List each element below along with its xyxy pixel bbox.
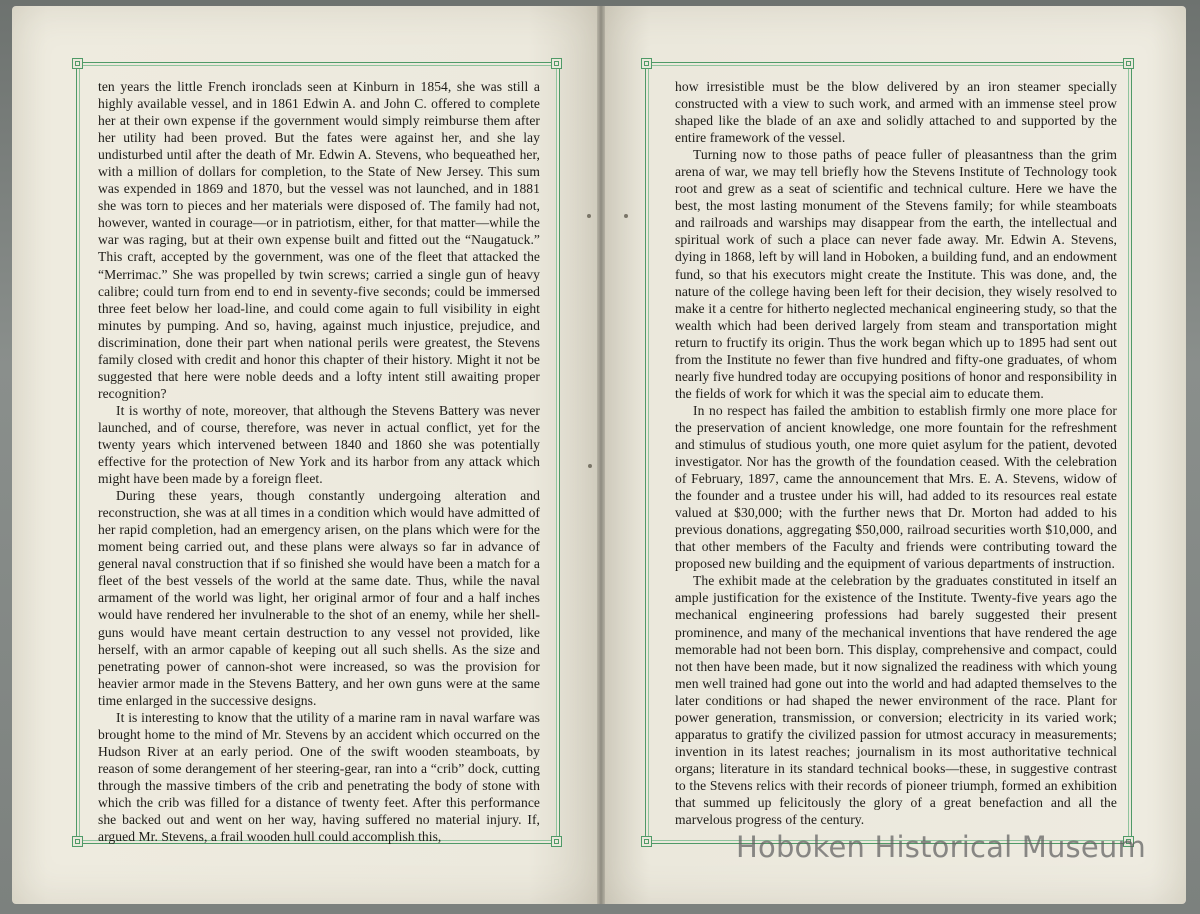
right-page-text <box>675 78 1117 828</box>
binding-hole <box>588 464 592 468</box>
paragraph: The exhibit made at the celebration by the graduates constituted in itself an ample justification for the existence of the Institute. Twenty-five years ago the mechanical engineering professions had barely suggested their present prominence, and many of the mechanical inventions that have rendered the age memorable had not been born. This display, comprehensive and compact, could not then have been made, but it now signalized the readiness with which young men well trained had gone out into the world and had adapted themselves to the later conditions or had shaped the newer environment of the race. Plant for power generation, transmission, or conversion; electricity in its varied work; apparatus to gratify the civilized passion for utmost accuracy in measurements; invention in its latest reaches; journalism in its most authoritative technical organs; literature in its standard technical books—these, in suggestive contrast to the Stevens relics with their records of pioneer triumph, formed an exhibition that summed up felicitously the glory of a great benefaction and all the marvelous progress of the century. <box>675 573 1117 828</box>
paragraph: ten years the little French ironclads seen at Kinburn in 1854, she was still a highly available vessel, and in 1861 Edwin A. and John C. offered to complete her at their own expense if the government would simply reimburse them after her utility had been proved. But the fates were against her, and she lay undisturbed until after the death of Mr. Edwin A. Stevens, who bequeathed her, with a million of dollars for completion, to the State of New Jersey. This sum was expended in 1869 and 1870, but the vessel was not launched, and in 1881 she was torn to pieces and her materials were disposed of. The family had not, however, wanted in courage—or in patriotism, either, for that matter—while the war was raging, but at their own expense built and fitted out the “Naugatuck.” This craft, accepted by the government, was one of the fleet that attacked the “Merrimac.” She was propelled by twin screws; carried a single gun of heavy calibre; could turn from end to end in seventy-five seconds; could be immersed three feet below her load-line, and could come again to full visibility in eight minutes by pumping. And so, having, against much injustice, prejudice, and discrimination, done their part when national perils were greatest, the Stevens family closed with credit and honor this chapter of their history. Might it not be suggested that here were noble deeds and a lofty intent still awaiting proper recognition? <box>98 79 540 401</box>
paragraph: During these years, though constantly undergoing alteration and reconstruction, she was at all times in a condition which would have admitted of her rapid completion, had an emergency arisen, on the plans which were for the moment being carried out, and these plans were always so far in advance of general naval construction that if so finished she would have been a match for a fleet of the best vessels of the world at the same date. Thus, while the naval armament of the world was light, her original armor of four and a half inches would have rendered her invulnerable to the shot of an enemy, while her shell-guns would have meant certain destruction to any vessel not provided, like herself, with an armor capable of keeping out all such shells. As the size and penetrating power of cannon-shot were increased, so was the provision for heavier armor made in the Stevens Battery, and her own guns were at the same time enlarged in the successive designs. <box>98 488 540 708</box>
border-corner-ornament <box>72 58 83 69</box>
binding-hole <box>587 214 591 218</box>
paragraph: how irresistible must be the blow delivered by an iron steamer specially constructed with a view to such work, and armed with an immense steel prow shaped like the blade of an axe and solidly attached to and supported by the entire framework of the vessel. <box>675 79 1117 146</box>
paragraph: It is worthy of note, moreover, that although the Stevens Battery was never launched, and of course, therefore, was never in actual conflict, yet for the twenty years which intervened between 1840 and 1860 she was potentially effective for the protection of New York and its harbor from any attack which might have been made by a foreign fleet. <box>98 402 540 487</box>
border-corner-ornament <box>641 836 652 847</box>
border-corner-ornament <box>551 836 562 847</box>
paragraph: Turning now to those paths of peace fuller of pleasantness than the grim arena of war, we may tell briefly how the Stevens Institute of Technology took root and grew as a seat of scientific and technical culture. Here we have the best, the most lasting monument of the Stevens family; for while steamboats and railroads and warships may disappear from the earth, the intellectual and spiritual work of such a place can never fade away. Mr. Edwin A. Stevens, dying in 1868, left by will land in Hoboken, a building fund, and an endowment fund, so that his executors might create the Institute. This was done, and, the nature of the college having been left for their decision, they wisely resolved to make it a centre for hitherto neglected mechanical engineering study, so that the wealth which had been derived largely from steam and transportation might return to fructify its origin. Thus the work began which up to 1895 had sent out from the Institute no fewer than five hundred and fifty-one graduates, of whom nearly five hundred today are occupying positions of honor and responsibility in the fields of work for which it was the special aim to educate them. <box>675 147 1117 401</box>
paragraph: In no respect has failed the ambition to establish firmly one more place for the preservation of ancient knowledge, one more fountain for the refreshment and stimulus of studious youth, one more quiet asylum for the patient, devoted investigator. Nor has the growth of the foundation ceased. With the celebration of February, 1897, came the announcement that Mrs. E. A. Stevens, widow of the founder and a trustee under his will, had added to its resources real estate valued at $30,000; with the further news that Dr. Morton had added to his previous donations, aggregating $50,000, railroad securities worth $10,000, and that other members of the Faculty and friends were contributing toward the proposed new building and the equipment of various departments of instruction. <box>675 402 1117 572</box>
border-corner-ornament <box>551 58 562 69</box>
paragraph: It is interesting to know that the utility of a marine ram in naval warfare was brought home to the mind of Mr. Stevens by an accident which occurred on the Hudson River at an early period. One of the swift wooden steamboats, by reason of some derangement of her steering-gear, ran into a “crib” dock, cutting through the massive timbers of the crib and penetrating the body of stone with which the crib was filled for a distance of twenty feet. After this performance she backed out and went on her way, having suffered no material injury. If, argued Mr. Stevens, a frail wooden hull could accomplish this, <box>98 709 540 845</box>
border-corner-ornament <box>72 836 83 847</box>
border-corner-ornament <box>1123 58 1134 69</box>
book-gutter <box>597 6 605 904</box>
museum-watermark: Hoboken Historical Museum <box>736 830 1146 864</box>
border-corner-ornament <box>641 58 652 69</box>
binding-hole <box>624 214 628 218</box>
left-page-text <box>98 78 540 845</box>
